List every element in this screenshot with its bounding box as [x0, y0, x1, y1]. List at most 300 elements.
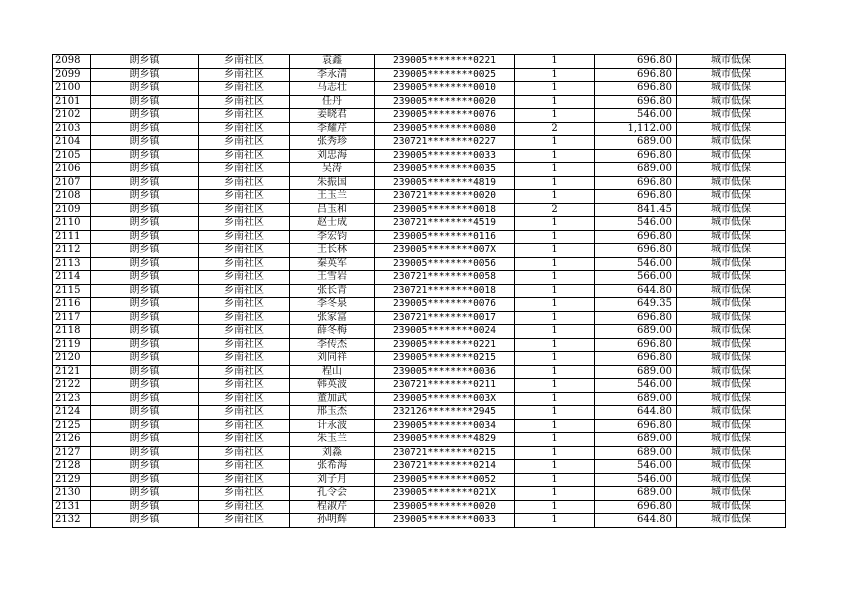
cell-household-count: 1 [515, 487, 595, 501]
table-row [53, 163, 786, 177]
cell-assistance-type: 城市低保 [677, 82, 786, 96]
cell-assistance-type: 城市低保 [677, 190, 786, 204]
cell-town: 朗乡镇 [91, 95, 199, 109]
cell-name: 李冬泉 [290, 298, 375, 312]
cell-row-number: 2115 [53, 284, 91, 298]
cell-amount: 696.80 [595, 419, 677, 433]
table-row [53, 149, 786, 163]
cell-amount: 696.80 [595, 190, 677, 204]
cell-assistance-type: 城市低保 [677, 217, 786, 231]
cell-name: 张秀珍 [290, 136, 375, 150]
cell-assistance-type: 城市低保 [677, 392, 786, 406]
table-row [53, 406, 786, 420]
cell-row-number: 2112 [53, 244, 91, 258]
cell-community: 乡南社区 [199, 365, 290, 379]
cell-town: 朗乡镇 [91, 136, 199, 150]
cell-household-count: 1 [515, 271, 595, 285]
cell-amount: 841.45 [595, 203, 677, 217]
cell-row-number: 2106 [53, 163, 91, 177]
cell-community: 乡南社区 [199, 257, 290, 271]
cell-amount: 696.80 [595, 68, 677, 82]
cell-town: 朗乡镇 [91, 487, 199, 501]
cell-household-count: 1 [515, 217, 595, 231]
cell-community: 乡南社区 [199, 82, 290, 96]
cell-amount: 696.80 [595, 230, 677, 244]
cell-amount: 689.00 [595, 392, 677, 406]
cell-assistance-type: 城市低保 [677, 419, 786, 433]
cell-id-number: 230721********0058 [375, 271, 515, 285]
table-row [53, 473, 786, 487]
cell-id-number: 230721********0211 [375, 379, 515, 393]
cell-row-number: 2113 [53, 257, 91, 271]
cell-town: 朗乡镇 [91, 379, 199, 393]
cell-amount: 696.80 [595, 149, 677, 163]
cell-community: 乡南社区 [199, 190, 290, 204]
spreadsheet-page [52, 54, 786, 528]
table-row [53, 460, 786, 474]
cell-name: 马志壮 [290, 82, 375, 96]
cell-household-count: 1 [515, 352, 595, 366]
cell-town: 朗乡镇 [91, 82, 199, 96]
cell-household-count: 1 [515, 257, 595, 271]
cell-row-number: 2131 [53, 500, 91, 514]
cell-amount: 696.80 [595, 352, 677, 366]
cell-row-number: 2123 [53, 392, 91, 406]
table-row [53, 82, 786, 96]
cell-assistance-type: 城市低保 [677, 311, 786, 325]
cell-assistance-type: 城市低保 [677, 68, 786, 82]
cell-community: 乡南社区 [199, 298, 290, 312]
table-row [53, 325, 786, 339]
cell-assistance-type: 城市低保 [677, 271, 786, 285]
cell-community: 乡南社区 [199, 230, 290, 244]
cell-household-count: 1 [515, 68, 595, 82]
cell-row-number: 2127 [53, 446, 91, 460]
cell-id-number: 230721********0018 [375, 284, 515, 298]
cell-community: 乡南社区 [199, 473, 290, 487]
cell-household-count: 1 [515, 298, 595, 312]
cell-assistance-type: 城市低保 [677, 163, 786, 177]
cell-row-number: 2117 [53, 311, 91, 325]
cell-town: 朗乡镇 [91, 257, 199, 271]
cell-assistance-type: 城市低保 [677, 176, 786, 190]
cell-name: 袁鑫 [290, 55, 375, 69]
cell-row-number: 2108 [53, 190, 91, 204]
cell-household-count: 1 [515, 149, 595, 163]
cell-town: 朗乡镇 [91, 109, 199, 123]
table-row [53, 338, 786, 352]
cell-household-count: 1 [515, 419, 595, 433]
cell-assistance-type: 城市低保 [677, 203, 786, 217]
cell-amount: 644.80 [595, 514, 677, 528]
cell-community: 乡南社区 [199, 55, 290, 69]
cell-household-count: 1 [515, 244, 595, 258]
table-row [53, 136, 786, 150]
cell-amount: 696.80 [595, 338, 677, 352]
cell-name: 刘同祥 [290, 352, 375, 366]
cell-id-number: 230721********4519 [375, 217, 515, 231]
cell-id-number: 230721********0020 [375, 190, 515, 204]
cell-name: 姜晓君 [290, 109, 375, 123]
cell-town: 朗乡镇 [91, 406, 199, 420]
cell-town: 朗乡镇 [91, 460, 199, 474]
cell-name: 李宏钧 [290, 230, 375, 244]
cell-town: 朗乡镇 [91, 163, 199, 177]
cell-id-number: 239005********0116 [375, 230, 515, 244]
cell-community: 乡南社区 [199, 392, 290, 406]
cell-amount: 696.80 [595, 311, 677, 325]
cell-id-number: 239005********021X [375, 487, 515, 501]
cell-amount: 696.80 [595, 82, 677, 96]
cell-household-count: 1 [515, 230, 595, 244]
cell-name: 王雪岩 [290, 271, 375, 285]
cell-town: 朗乡镇 [91, 514, 199, 528]
cell-name: 赵士成 [290, 217, 375, 231]
cell-community: 乡南社区 [199, 433, 290, 447]
cell-assistance-type: 城市低保 [677, 500, 786, 514]
cell-id-number: 239005********4829 [375, 433, 515, 447]
cell-name: 任丹 [290, 95, 375, 109]
cell-id-number: 230721********0214 [375, 460, 515, 474]
cell-assistance-type: 城市低保 [677, 473, 786, 487]
cell-id-number: 230721********0215 [375, 446, 515, 460]
cell-community: 乡南社区 [199, 163, 290, 177]
cell-name: 张家富 [290, 311, 375, 325]
cell-amount: 546.00 [595, 460, 677, 474]
cell-community: 乡南社区 [199, 325, 290, 339]
cell-household-count: 1 [515, 136, 595, 150]
cell-id-number: 232126********2945 [375, 406, 515, 420]
cell-name: 刘忠海 [290, 149, 375, 163]
cell-id-number: 230721********0227 [375, 136, 515, 150]
table-row [53, 365, 786, 379]
cell-id-number: 239005********0076 [375, 298, 515, 312]
cell-row-number: 2099 [53, 68, 91, 82]
cell-town: 朗乡镇 [91, 230, 199, 244]
cell-community: 乡南社区 [199, 487, 290, 501]
cell-community: 乡南社区 [199, 217, 290, 231]
table-row [53, 230, 786, 244]
cell-amount: 689.00 [595, 325, 677, 339]
cell-community: 乡南社区 [199, 203, 290, 217]
cell-assistance-type: 城市低保 [677, 446, 786, 460]
cell-household-count: 1 [515, 473, 595, 487]
cell-community: 乡南社区 [199, 122, 290, 136]
cell-id-number: 239005********4819 [375, 176, 515, 190]
cell-household-count: 1 [515, 325, 595, 339]
cell-row-number: 2129 [53, 473, 91, 487]
cell-household-count: 1 [515, 95, 595, 109]
cell-id-number: 239005********0056 [375, 257, 515, 271]
cell-id-number: 239005********0036 [375, 365, 515, 379]
cell-town: 朗乡镇 [91, 419, 199, 433]
cell-amount: 546.00 [595, 379, 677, 393]
table-row [53, 190, 786, 204]
cell-town: 朗乡镇 [91, 473, 199, 487]
cell-amount: 696.80 [595, 244, 677, 258]
cell-household-count: 2 [515, 122, 595, 136]
cell-row-number: 2120 [53, 352, 91, 366]
cell-row-number: 2122 [53, 379, 91, 393]
cell-town: 朗乡镇 [91, 271, 199, 285]
cell-amount: 696.80 [595, 500, 677, 514]
cell-row-number: 2126 [53, 433, 91, 447]
cell-row-number: 2130 [53, 487, 91, 501]
cell-household-count: 1 [515, 500, 595, 514]
cell-id-number: 239005********0034 [375, 419, 515, 433]
cell-community: 乡南社区 [199, 244, 290, 258]
cell-town: 朗乡镇 [91, 203, 199, 217]
cell-row-number: 2103 [53, 122, 91, 136]
cell-name: 邢玉杰 [290, 406, 375, 420]
cell-community: 乡南社区 [199, 379, 290, 393]
cell-assistance-type: 城市低保 [677, 109, 786, 123]
cell-town: 朗乡镇 [91, 68, 199, 82]
table-row [53, 487, 786, 501]
cell-community: 乡南社区 [199, 68, 290, 82]
cell-name: 刘淼 [290, 446, 375, 460]
cell-household-count: 1 [515, 109, 595, 123]
cell-assistance-type: 城市低保 [677, 338, 786, 352]
cell-household-count: 1 [515, 284, 595, 298]
cell-row-number: 2102 [53, 109, 91, 123]
table-row [53, 271, 786, 285]
cell-id-number: 239005********0025 [375, 68, 515, 82]
cell-community: 乡南社区 [199, 311, 290, 325]
cell-name: 孔令会 [290, 487, 375, 501]
cell-name: 朱振国 [290, 176, 375, 190]
cell-community: 乡南社区 [199, 176, 290, 190]
table-row [53, 109, 786, 123]
cell-assistance-type: 城市低保 [677, 298, 786, 312]
cell-town: 朗乡镇 [91, 217, 199, 231]
cell-id-number: 239005********0033 [375, 514, 515, 528]
table-row [53, 298, 786, 312]
cell-name: 王玉兰 [290, 190, 375, 204]
cell-name: 秦英军 [290, 257, 375, 271]
data-table [52, 54, 786, 528]
table-row [53, 176, 786, 190]
cell-row-number: 2101 [53, 95, 91, 109]
cell-name: 李耀芹 [290, 122, 375, 136]
cell-community: 乡南社区 [199, 500, 290, 514]
cell-town: 朗乡镇 [91, 176, 199, 190]
cell-name: 程山 [290, 365, 375, 379]
cell-assistance-type: 城市低保 [677, 460, 786, 474]
table-row [53, 379, 786, 393]
cell-row-number: 2107 [53, 176, 91, 190]
cell-id-number: 239005********0020 [375, 500, 515, 514]
cell-household-count: 1 [515, 163, 595, 177]
cell-household-count: 1 [515, 190, 595, 204]
cell-town: 朗乡镇 [91, 365, 199, 379]
table-row [53, 203, 786, 217]
cell-amount: 696.80 [595, 95, 677, 109]
cell-household-count: 1 [515, 446, 595, 460]
cell-amount: 644.80 [595, 406, 677, 420]
table-row [53, 217, 786, 231]
cell-amount: 689.00 [595, 365, 677, 379]
cell-community: 乡南社区 [199, 338, 290, 352]
cell-amount: 689.00 [595, 136, 677, 150]
table-row [53, 122, 786, 136]
cell-amount: 566.00 [595, 271, 677, 285]
cell-name: 刘子月 [290, 473, 375, 487]
cell-assistance-type: 城市低保 [677, 352, 786, 366]
cell-household-count: 2 [515, 203, 595, 217]
cell-assistance-type: 城市低保 [677, 257, 786, 271]
cell-community: 乡南社区 [199, 352, 290, 366]
cell-town: 朗乡镇 [91, 338, 199, 352]
cell-community: 乡南社区 [199, 284, 290, 298]
cell-assistance-type: 城市低保 [677, 55, 786, 69]
cell-row-number: 2116 [53, 298, 91, 312]
cell-row-number: 2132 [53, 514, 91, 528]
table-row [53, 311, 786, 325]
cell-household-count: 1 [515, 392, 595, 406]
cell-row-number: 2109 [53, 203, 91, 217]
cell-id-number: 239005********0033 [375, 149, 515, 163]
table-row [53, 446, 786, 460]
cell-name: 董加武 [290, 392, 375, 406]
cell-name: 李传杰 [290, 338, 375, 352]
cell-id-number: 239005********007X [375, 244, 515, 258]
cell-town: 朗乡镇 [91, 311, 199, 325]
cell-town: 朗乡镇 [91, 298, 199, 312]
cell-assistance-type: 城市低保 [677, 244, 786, 258]
cell-name: 张长青 [290, 284, 375, 298]
cell-name: 薛冬梅 [290, 325, 375, 339]
cell-assistance-type: 城市低保 [677, 514, 786, 528]
cell-id-number: 230721********0017 [375, 311, 515, 325]
table-row [53, 433, 786, 447]
cell-assistance-type: 城市低保 [677, 284, 786, 298]
cell-household-count: 1 [515, 433, 595, 447]
cell-household-count: 1 [515, 176, 595, 190]
table-row [53, 55, 786, 69]
cell-town: 朗乡镇 [91, 500, 199, 514]
cell-community: 乡南社区 [199, 419, 290, 433]
cell-name: 朱玉兰 [290, 433, 375, 447]
cell-row-number: 2118 [53, 325, 91, 339]
cell-community: 乡南社区 [199, 109, 290, 123]
cell-household-count: 1 [515, 55, 595, 69]
cell-assistance-type: 城市低保 [677, 487, 786, 501]
cell-name: 王长林 [290, 244, 375, 258]
cell-id-number: 239005********0035 [375, 163, 515, 177]
cell-amount: 546.00 [595, 109, 677, 123]
cell-row-number: 2121 [53, 365, 91, 379]
cell-amount: 546.00 [595, 473, 677, 487]
cell-amount: 689.00 [595, 163, 677, 177]
cell-amount: 689.00 [595, 446, 677, 460]
cell-id-number: 239005********003X [375, 392, 515, 406]
cell-id-number: 239005********0018 [375, 203, 515, 217]
cell-id-number: 239005********0020 [375, 95, 515, 109]
cell-id-number: 239005********0080 [375, 122, 515, 136]
cell-name: 李永清 [290, 68, 375, 82]
table-body [53, 55, 786, 528]
cell-community: 乡南社区 [199, 271, 290, 285]
cell-community: 乡南社区 [199, 95, 290, 109]
cell-town: 朗乡镇 [91, 352, 199, 366]
cell-amount: 1,112.00 [595, 122, 677, 136]
cell-row-number: 2111 [53, 230, 91, 244]
table-row [53, 244, 786, 258]
cell-town: 朗乡镇 [91, 433, 199, 447]
cell-amount: 546.00 [595, 257, 677, 271]
table-row [53, 95, 786, 109]
cell-amount: 649.35 [595, 298, 677, 312]
cell-household-count: 1 [515, 338, 595, 352]
cell-row-number: 2125 [53, 419, 91, 433]
cell-community: 乡南社区 [199, 460, 290, 474]
cell-row-number: 2100 [53, 82, 91, 96]
cell-assistance-type: 城市低保 [677, 325, 786, 339]
cell-household-count: 1 [515, 311, 595, 325]
cell-household-count: 1 [515, 365, 595, 379]
cell-assistance-type: 城市低保 [677, 230, 786, 244]
cell-id-number: 239005********0215 [375, 352, 515, 366]
cell-assistance-type: 城市低保 [677, 433, 786, 447]
cell-town: 朗乡镇 [91, 149, 199, 163]
cell-household-count: 1 [515, 514, 595, 528]
cell-community: 乡南社区 [199, 446, 290, 460]
cell-household-count: 1 [515, 379, 595, 393]
cell-amount: 696.80 [595, 176, 677, 190]
cell-town: 朗乡镇 [91, 55, 199, 69]
table-row [53, 257, 786, 271]
cell-row-number: 2105 [53, 149, 91, 163]
cell-town: 朗乡镇 [91, 392, 199, 406]
cell-community: 乡南社区 [199, 136, 290, 150]
cell-assistance-type: 城市低保 [677, 149, 786, 163]
cell-name: 张希海 [290, 460, 375, 474]
cell-amount: 689.00 [595, 433, 677, 447]
cell-town: 朗乡镇 [91, 284, 199, 298]
cell-id-number: 239005********0221 [375, 55, 515, 69]
table-row [53, 514, 786, 528]
cell-amount: 546.00 [595, 217, 677, 231]
cell-row-number: 2119 [53, 338, 91, 352]
table-row [53, 352, 786, 366]
cell-id-number: 239005********0076 [375, 109, 515, 123]
cell-row-number: 2098 [53, 55, 91, 69]
cell-id-number: 239005********0024 [375, 325, 515, 339]
cell-assistance-type: 城市低保 [677, 365, 786, 379]
table-row [53, 392, 786, 406]
cell-name: 程淑芹 [290, 500, 375, 514]
cell-amount: 689.00 [595, 487, 677, 501]
cell-row-number: 2114 [53, 271, 91, 285]
cell-name: 吕玉和 [290, 203, 375, 217]
cell-name: 吴涛 [290, 163, 375, 177]
cell-assistance-type: 城市低保 [677, 122, 786, 136]
cell-town: 朗乡镇 [91, 244, 199, 258]
cell-household-count: 1 [515, 82, 595, 96]
cell-community: 乡南社区 [199, 514, 290, 528]
cell-amount: 644.80 [595, 284, 677, 298]
cell-name: 孙明辉 [290, 514, 375, 528]
cell-community: 乡南社区 [199, 406, 290, 420]
table-row [53, 500, 786, 514]
cell-household-count: 1 [515, 406, 595, 420]
cell-row-number: 2110 [53, 217, 91, 231]
cell-row-number: 2128 [53, 460, 91, 474]
cell-town: 朗乡镇 [91, 122, 199, 136]
cell-household-count: 1 [515, 460, 595, 474]
cell-assistance-type: 城市低保 [677, 379, 786, 393]
